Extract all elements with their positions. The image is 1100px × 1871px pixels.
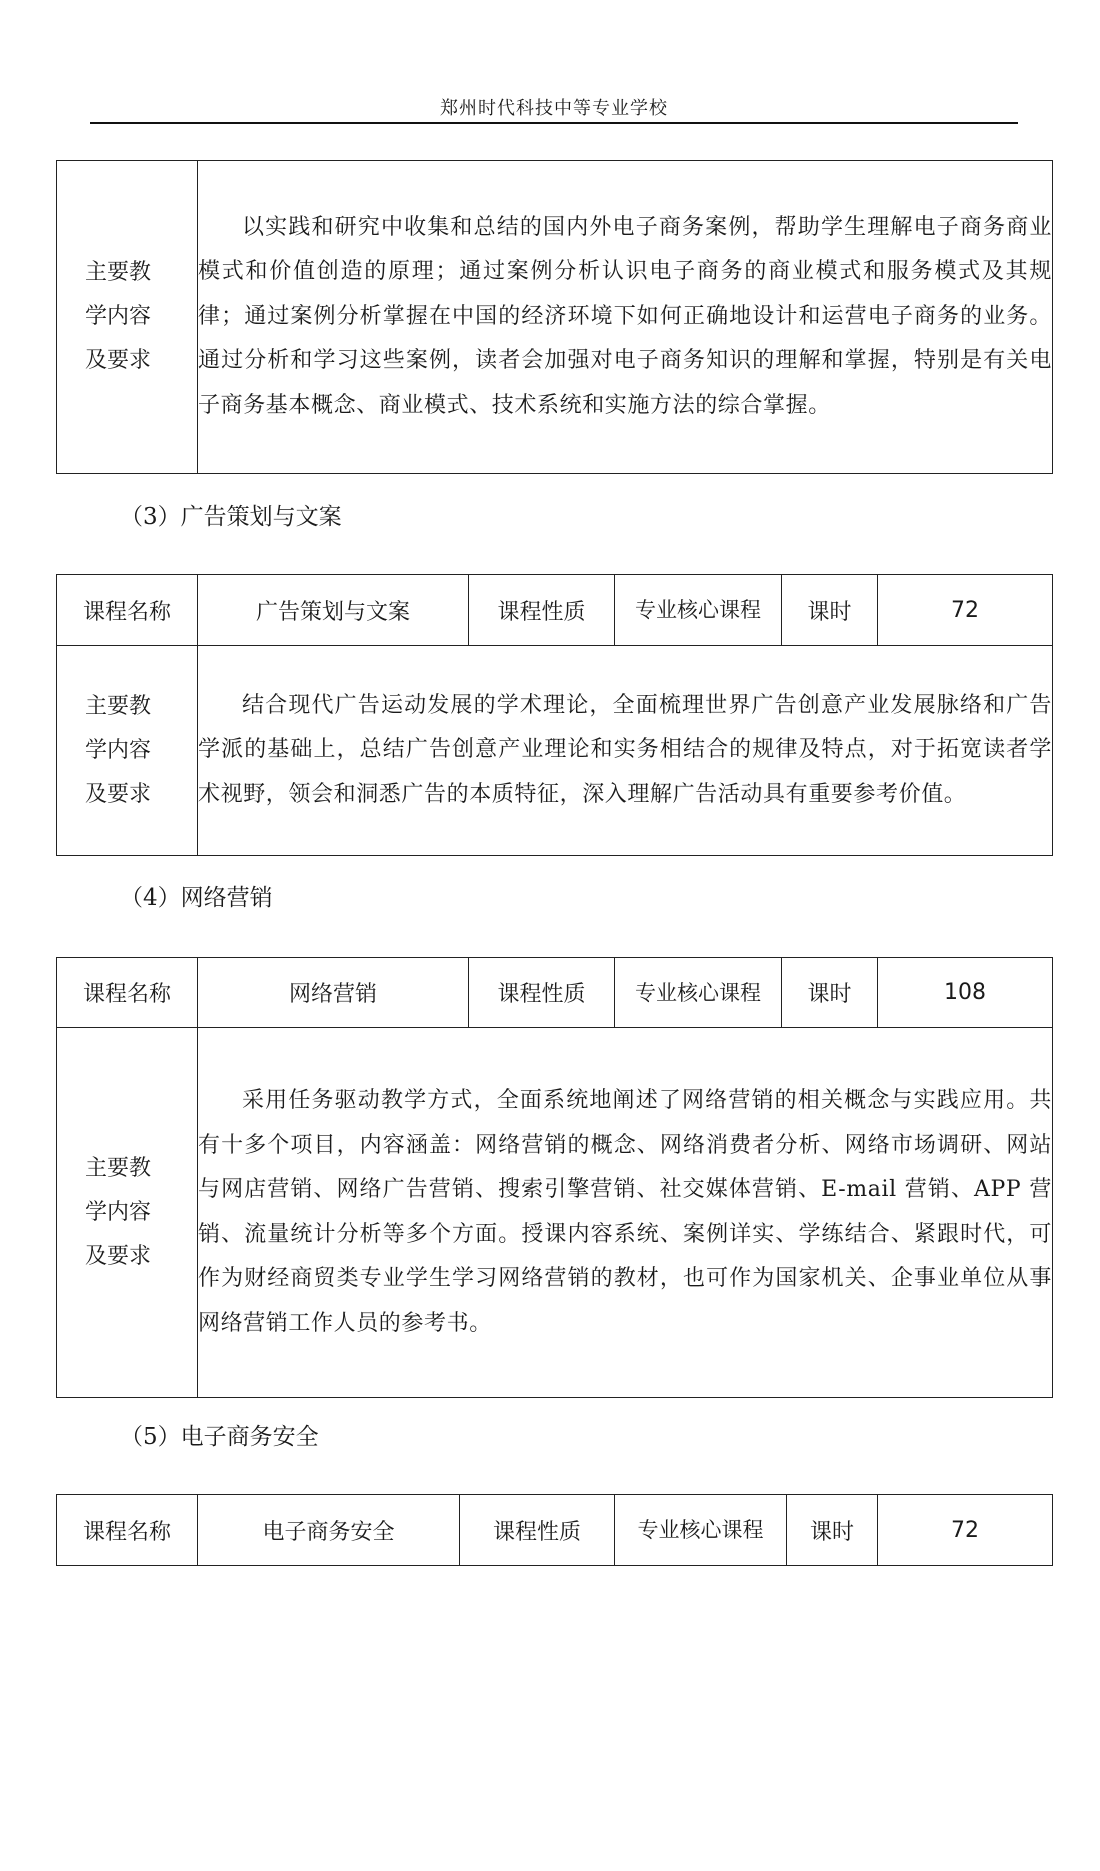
content-label: 主要教学内容及要求 [85, 693, 152, 807]
content-label: 主要教学内容及要求 [85, 1155, 152, 1269]
course-nature: 专业核心课程 [615, 1495, 787, 1566]
course-description: 结合现代广告运动发展的学术理论，全面梳理世界广告创意产业发展脉络和广告学派的基础上，总结广告创意产业理论和实务相结合的规律及特点，对于拓宽读者学术视野，领会和洞悉广告的本质特征，深入理解广告活动具有重要参考价值。 [198, 692, 1052, 807]
content-cell [198, 161, 1053, 474]
content-cell [198, 1028, 1053, 1398]
course-table-ecommerce-security [56, 1494, 1053, 1566]
course-nature: 专业核心课程 [615, 575, 782, 646]
section-title-3: （3）广告策划与文案 [120, 504, 342, 530]
section-title-5: （5）电子商务安全 [120, 1424, 319, 1450]
hours-label: 课时 [787, 1495, 878, 1566]
course-hours: 72 [878, 1495, 1053, 1566]
table-row [57, 958, 1053, 1028]
course-table-online-marketing [56, 957, 1053, 1398]
course-hours: 108 [878, 958, 1053, 1028]
section-title-4: （4）网络营销 [120, 885, 273, 911]
content-label-cell [57, 161, 198, 474]
table-row [57, 1495, 1053, 1566]
name-label: 课程名称 [57, 958, 198, 1028]
table-row [57, 575, 1053, 646]
hours-label: 课时 [782, 575, 878, 646]
content-label-cell [57, 1028, 198, 1398]
table-row [57, 161, 1053, 474]
course-name: 网络营销 [198, 958, 469, 1028]
header-divider [90, 122, 1018, 124]
course-name: 广告策划与文案 [198, 575, 469, 646]
course-description: 采用任务驱动教学方式，全面系统地阐述了网络营销的相关概念与实践应用。共有十多个项目，内容涵盖：网络营销的概念、网络消费者分析、网络市场调研、网站与网店营销、网络广告营销、搜索引擎营销、社交媒体营销、E-mail 营销、APP 营销、流量统计分析等多个方面。授课内容系统、案例详实、学练结合、紧跟时代，可作为财经商贸类专业学生学习网络营销的教材，也可作为国家机关、企事业单位从事网络营销工作人员的参考书。 [198, 1088, 1052, 1336]
content-label-cell [57, 646, 198, 856]
page-header-school: 郑州时代科技中等专业学校 [440, 98, 668, 119]
course-table-advertising [56, 574, 1053, 856]
course-table-ecommerce-cases [56, 160, 1053, 474]
nature-label: 课程性质 [460, 1495, 615, 1566]
table-row [57, 646, 1053, 856]
nature-label: 课程性质 [469, 575, 615, 646]
hours-label: 课时 [782, 958, 878, 1028]
content-label: 主要教学内容及要求 [85, 260, 152, 373]
course-name: 电子商务安全 [198, 1495, 460, 1566]
nature-label: 课程性质 [469, 958, 615, 1028]
course-nature: 专业核心课程 [615, 958, 782, 1028]
name-label: 课程名称 [57, 1495, 198, 1566]
name-label: 课程名称 [57, 575, 198, 646]
course-hours: 72 [878, 575, 1053, 646]
table-row [57, 1028, 1053, 1398]
content-cell [198, 646, 1053, 856]
course-description: 以实践和研究中收集和总结的国内外电子商务案例，帮助学生理解电子商务商业模式和价值创造的原理；通过案例分析认识电子商务的商业模式和服务模式及其规律；通过案例分析掌握在中国的经济环境下如何正确地设计和运营电子商务的业务。通过分析和学习这些案例，读者会加强对电子商务知识的理解和掌握，特别是有关电子商务基本概念、商业模式、技术系统和实施方法的综合掌握。 [198, 214, 1052, 418]
